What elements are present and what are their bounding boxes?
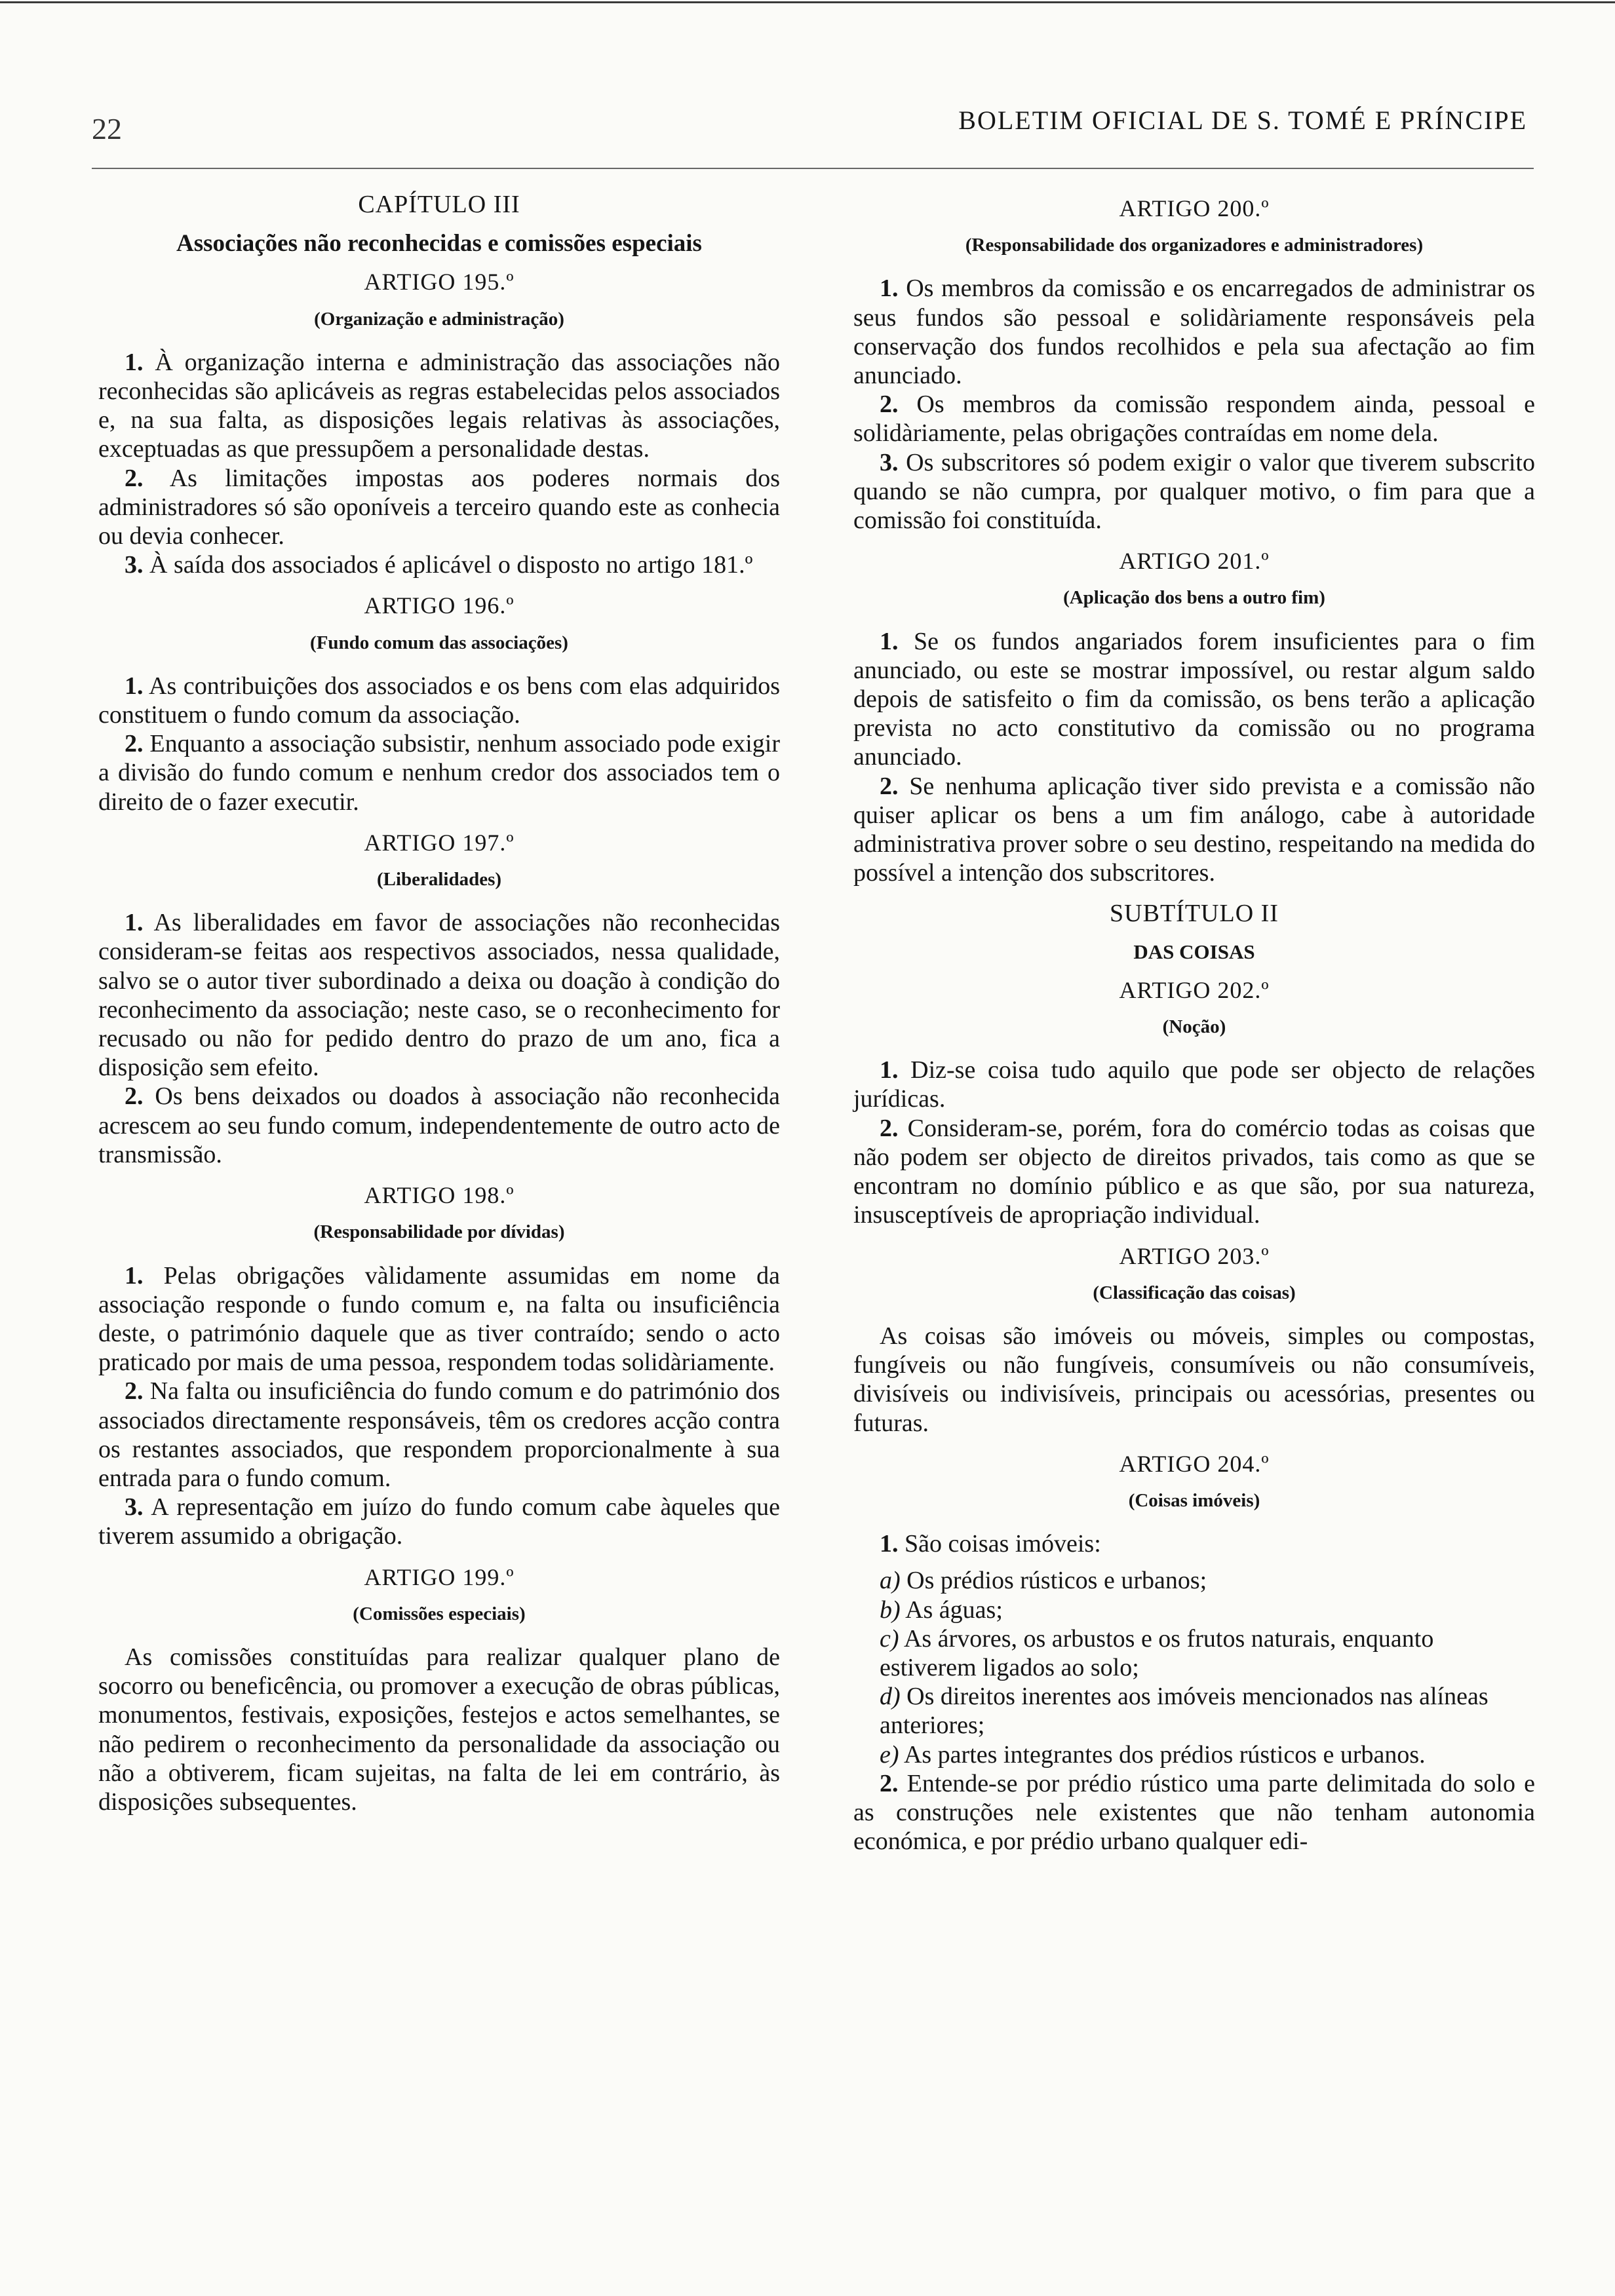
article-title: ARTIGO 204.º xyxy=(1119,1450,1270,1477)
article-rubric: (Aplicação dos bens a outro fim) xyxy=(1063,587,1325,609)
subtitle-name: DAS COISAS xyxy=(1133,940,1255,963)
paragraph: 1. Pelas obrigações vàlidamente assumidas em nome da associação responde o fundo comum e, na falta ou insuficiência deste, o património daquele que as tiver contraído; sendo o acto praticado por mais de uma pessoa, respondem todas solidàriamente. xyxy=(98,1261,780,1377)
article-title: ARTIGO 196.º xyxy=(364,592,515,619)
paragraph: 2. As limitações impostas aos poderes normais dos administradores só são oponíveis a terceiro quando este as conhecia ou devia conhecer. xyxy=(98,464,781,550)
paragraph: 2. Se nenhuma aplicação tiver sido prevista e a comissão não quiser aplicar os bens a um fim análogo, cabe à autoridade administrativa prover sobre o seu destino, respeitando na medida do possível a intenção dos subscritores. xyxy=(853,772,1536,887)
list-item: d) Os direitos inerentes aos imóveis mencionados nas alíneas anteriores; xyxy=(880,1683,1489,1740)
paragraph: 1. Os membros da comissão e os encarregados de administrar os seus fundos são pessoal e solidàriamente responsáveis pela conservação dos fundos recolhidos e pela sua afectação ao fim anunciado. xyxy=(853,275,1536,390)
article-rubric: (Classificação das coisas) xyxy=(1093,1282,1296,1303)
paragraph: 1. Diz-se coisa tudo aquilo que pode ser objecto de relações jurídicas. xyxy=(853,1056,1536,1113)
paragraph: 1. À organização interna e administração das associações não reconhecidas são aplicáveis as regras estabelecidas pelos associados e, na sua falta, as disposições legais relativas às associações, exceptuadas as que pressupõem a personalidade destas. xyxy=(98,348,781,463)
top-border-line xyxy=(0,1,1615,3)
list-item: b) As águas; xyxy=(880,1596,1003,1624)
article-rubric: (Responsabilidade dos organizadores e administradores) xyxy=(965,235,1424,256)
header-divider xyxy=(92,168,1534,169)
paragraph: 3. A representação em juízo do fundo comum cabe àqueles que tiverem assumido a obrigação. xyxy=(98,1493,780,1550)
article-rubric: (Liberalidades) xyxy=(376,869,502,890)
paragraph: 2. Consideram-se, porém, fora do comércio todas as coisas que não podem ser objecto de direitos privados, tais como as que se encontram no domínio público e as que são, por sua natureza, insusceptíveis de apropriação individual. xyxy=(853,1114,1536,1229)
article-rubric: (Noção) xyxy=(1162,1016,1226,1038)
running-header: BOLETIM OFICIAL DE S. TOMÉ E PRÍNCIPE xyxy=(958,105,1527,135)
subtitle-heading: SUBTÍTULO II xyxy=(1110,900,1279,928)
article-title: ARTIGO 195.º xyxy=(364,269,515,296)
paragraph: 1. As contribuições dos associados e os bens com elas adquiridos constituem o fundo comum da associação. xyxy=(98,672,780,729)
section-heading: Associações não reconhecidas e comissões especiais xyxy=(176,230,702,258)
list-item: a) Os prédios rústicos e urbanos; xyxy=(880,1567,1207,1595)
article-rubric: (Responsabilidade por dívidas) xyxy=(313,1221,565,1243)
paragraph: 1. As liberalidades em favor de associações não reconhecidas consideram-se feitas aos respectivos associados, nessa qualidade, salvo se o autor tiver subordinado a deixa ou doação à condição do reconhecimento da associação; neste caso, se o reconhecimento for recusado ou não for pedido dentro do prazo de um ano, fica a disposição sem efeito. xyxy=(98,909,780,1082)
left-column xyxy=(98,190,780,1816)
page-number: 22 xyxy=(92,112,122,145)
article-title: ARTIGO 198.º xyxy=(364,1182,515,1209)
article-rubric: (Organização e administração) xyxy=(314,308,564,330)
list-item: e) As partes integrantes dos prédios rústicos e urbanos. xyxy=(880,1740,1426,1769)
paragraph: As coisas são imóveis ou móveis, simples ou compostas, fungíveis ou não fungíveis, consumíveis ou não consumíveis, divisíveis ou indivisíveis, principais ou acessórias, presentes ou futuras. xyxy=(853,1322,1535,1437)
paragraph: 2. Na falta ou insuficiência do fundo comum e do património dos associados directamente responsáveis, têm os credores acção contra os restantes associados, que respondem proporcionalmente à sua entrada para o fundo comum. xyxy=(98,1377,780,1492)
article-title: ARTIGO 201.º xyxy=(1119,548,1270,575)
paragraph: 1. Se os fundos angariados forem insuficientes para o fim anunciado, ou este se mostrar impossível, ou restar algum saldo depois de satisfeito o fim da comissão, os bens terão a aplicação prevista no acto constitutivo da comissão ou no programa anunciado. xyxy=(853,627,1536,771)
article-rubric: (Fundo comum das associações) xyxy=(310,632,568,653)
chapter-heading: CAPÍTULO III xyxy=(358,191,520,218)
article-title: ARTIGO 197.º xyxy=(364,829,515,856)
article-title: ARTIGO 203.º xyxy=(1119,1242,1270,1269)
article-title: ARTIGO 200.º xyxy=(1119,195,1270,221)
paragraph: 3. Os subscritores só podem exigir o valor que tiverem subscrito quando se não cumpra, por qualquer motivo, o fim para que a comissão foi constituída. xyxy=(853,448,1535,535)
article-title: ARTIGO 199.º xyxy=(364,1563,515,1590)
article-rubric: (Coisas imóveis) xyxy=(1128,1489,1260,1511)
article-title: ARTIGO 202.º xyxy=(1119,976,1270,1003)
right-column xyxy=(853,190,1535,1856)
paragraph: 2. Os membros da comissão respondem ainda, pessoal e solidàriamente, pelas obrigações contraídas em nome dela. xyxy=(853,391,1536,448)
article-rubric: (Comissões especiais) xyxy=(353,1603,526,1624)
paragraph: 2. Enquanto a associação subsistir, nenhum associado pode exigir a divisão do fundo comum e nenhum credor dos associados tem o direito de o fazer executir. xyxy=(98,730,781,816)
paragraph: 1. São coisas imóveis: xyxy=(880,1530,1101,1558)
paragraph: 2. Os bens deixados ou doados à associação não reconhecida acrescem ao seu fundo comum, independentemente de outro acto de transmissão. xyxy=(98,1082,780,1168)
paragraph: 2. Entende-se por prédio rústico uma parte delimitada do solo e as construções nele existentes que não tenham autonomia económica, e por prédio urbano qualquer edi- xyxy=(853,1769,1535,1856)
list-item: c) As árvores, os arbustos e os frutos naturais, enquanto estiverem ligados ao solo; xyxy=(880,1624,1434,1681)
paragraph: As comissões constituídas para realizar qualquer plano de socorro ou beneficência, ou promover a execução de obras públicas, monumentos, festivais, exposições, festejos e actos semelhantes, se não pedirem o reconhecimento da personalidade da associação ou não a obtiverem, ficam sujeitas, na falta de lei em contrário, às disposições subsequentes. xyxy=(98,1643,780,1816)
paragraph: 3. À saída dos associados é aplicável o disposto no artigo 181.º xyxy=(125,551,753,579)
